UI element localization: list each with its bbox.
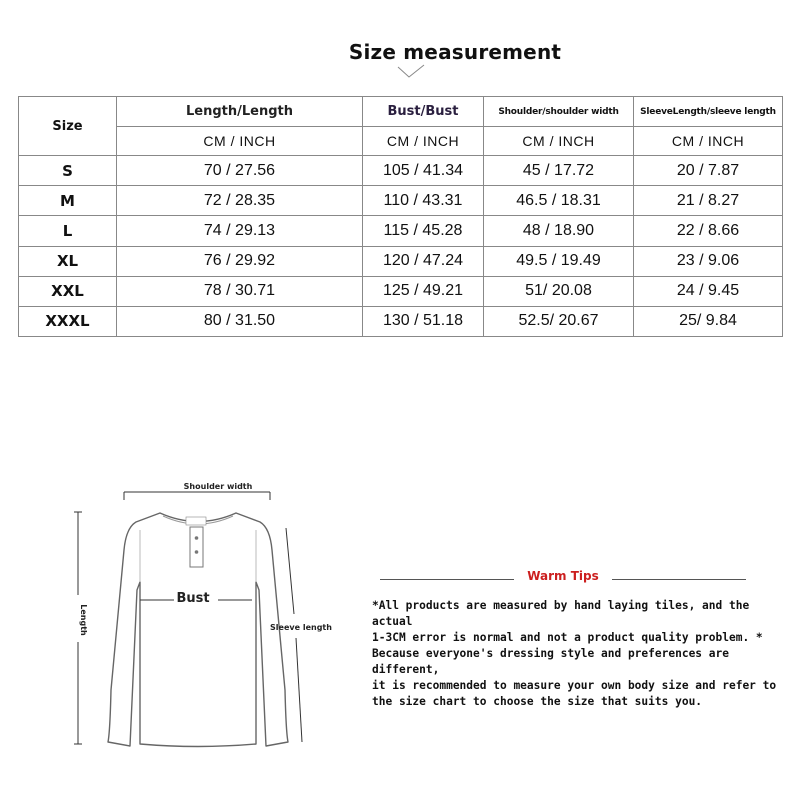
- garment-diagram: [30, 470, 360, 770]
- table-row: [19, 306, 783, 336]
- bust-cell: 125 / 49.21: [363, 276, 484, 306]
- table-row: [19, 276, 783, 306]
- size-table: [18, 96, 783, 337]
- bust-cell: 130 / 51.18: [363, 306, 484, 336]
- sleeve-cell: 21 / 8.27: [634, 186, 783, 216]
- table-header-row: [19, 97, 783, 127]
- length-label: Length: [79, 604, 88, 636]
- length-cell: 76 / 29.92: [117, 246, 363, 276]
- sleeve-measure-line: [296, 638, 302, 742]
- unit-cell: CM / INCH: [634, 127, 783, 156]
- warm-tips-text: [372, 598, 782, 710]
- shirt-outline: [108, 513, 288, 747]
- length-cell: 72 / 28.35: [117, 186, 363, 216]
- size-cell: M: [19, 186, 117, 216]
- bust-cell: 120 / 47.24: [363, 246, 484, 276]
- warm-tips-title: Warm Tips: [527, 569, 599, 583]
- sleeve-cell: 22 / 8.66: [634, 216, 783, 246]
- sleeve-cell: 24 / 9.45: [634, 276, 783, 306]
- table-row: [19, 156, 783, 186]
- table-unit-row: [19, 127, 783, 156]
- unit-cell: CM / INCH: [363, 127, 484, 156]
- size-cell: XXL: [19, 276, 117, 306]
- size-column-header: Size: [19, 97, 117, 156]
- shoulder-column-header: Shoulder/shoulder width: [484, 97, 634, 127]
- bust-cell: 105 / 41.34: [363, 156, 484, 186]
- size-cell: L: [19, 216, 117, 246]
- bust-cell: 115 / 45.28: [363, 216, 484, 246]
- sleeve-cell: 23 / 9.06: [634, 246, 783, 276]
- shoulder-cell: 49.5 / 19.49: [484, 246, 634, 276]
- title-caret-icon: [396, 64, 426, 80]
- length-column-header: Length/Length: [117, 97, 363, 127]
- shoulder-cell: 45 / 17.72: [484, 156, 634, 186]
- shoulder-cell: 52.5/ 20.67: [484, 306, 634, 336]
- sleeve-cell: 20 / 7.87: [634, 156, 783, 186]
- size-cell: XXXL: [19, 306, 117, 336]
- sleeve-column-header: SleeveLength/sleeve length: [634, 97, 783, 127]
- bust-cell: 110 / 43.31: [363, 186, 484, 216]
- button-icon: [195, 550, 199, 554]
- bust-label: Bust: [176, 591, 210, 606]
- button-icon: [195, 536, 199, 540]
- length-cell: 80 / 31.50: [117, 306, 363, 336]
- table-row: [19, 186, 783, 216]
- tips-line: the size chart to choose the size that suits you.: [372, 695, 703, 708]
- shoulder-cell: 48 / 18.90: [484, 216, 634, 246]
- shoulder-cell: 51/ 20.08: [484, 276, 634, 306]
- unit-cell: CM / INCH: [117, 127, 363, 156]
- bust-column-header: Bust/Bust: [363, 97, 484, 127]
- sleeve-measure-line: [286, 528, 294, 614]
- length-cell: 70 / 27.56: [117, 156, 363, 186]
- table-row: [19, 216, 783, 246]
- unit-cell: CM / INCH: [484, 127, 634, 156]
- length-cell: 74 / 29.13: [117, 216, 363, 246]
- sleeve-length-label: Sleeve length: [270, 623, 332, 632]
- sleeve-cell: 25/ 9.84: [634, 306, 783, 336]
- shoulder-width-label: Shoulder width: [183, 482, 253, 491]
- tips-line: *All products are measured by hand laying tiles, and the actual: [372, 599, 750, 628]
- tips-line: it is recommended to measure your own body size and refer to: [372, 679, 777, 692]
- length-cell: 78 / 30.71: [117, 276, 363, 306]
- shoulder-cell: 46.5 / 18.31: [484, 186, 634, 216]
- size-cell: XL: [19, 246, 117, 276]
- tips-line: Because everyone's dressing style and preferences are different,: [372, 647, 729, 676]
- tips-line: 1-3CM error is normal and not a product quality problem. *: [372, 631, 763, 644]
- collar-tag: [186, 517, 206, 525]
- warm-tips-heading: [380, 569, 746, 589]
- table-row: [19, 246, 783, 276]
- page-title: Size measurement: [348, 40, 562, 64]
- size-cell: S: [19, 156, 117, 186]
